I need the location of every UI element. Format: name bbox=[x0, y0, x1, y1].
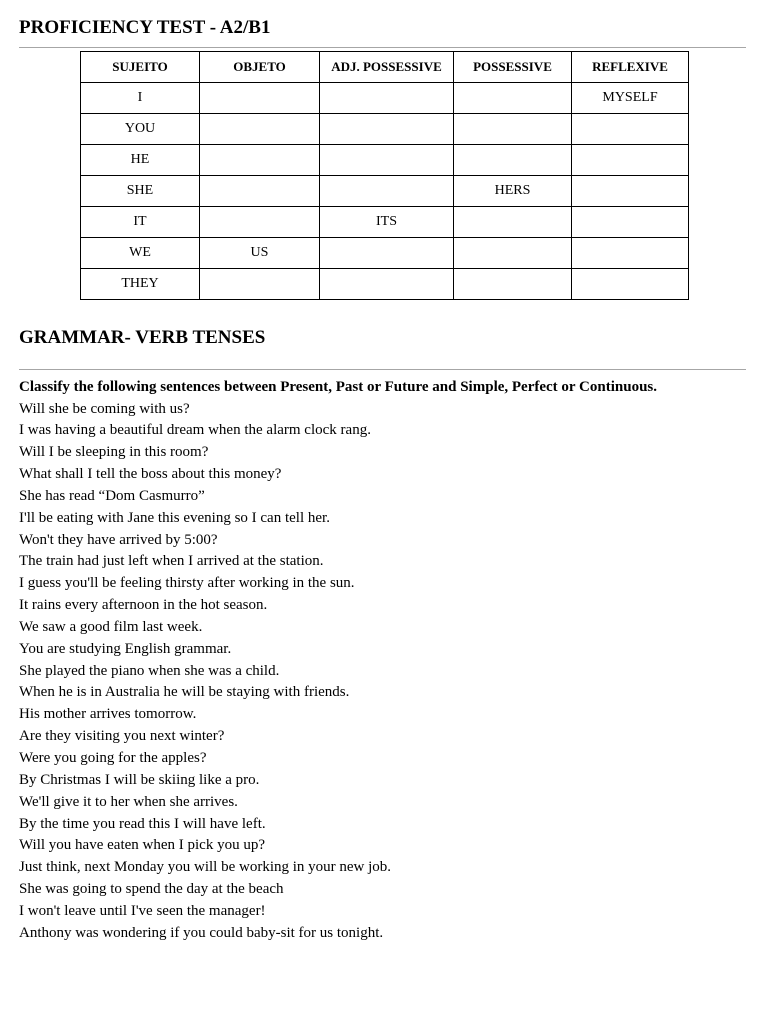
sentence-item: We saw a good film last week. bbox=[19, 618, 203, 635]
title-divider bbox=[19, 47, 746, 48]
sentence-item: It rains every afternoon in the hot season. bbox=[19, 597, 268, 614]
sentence-item: Are they visiting you next winter? bbox=[19, 728, 225, 745]
grammar-divider bbox=[19, 369, 746, 370]
pronoun-table-cell bbox=[320, 114, 454, 145]
sentence-item: We'll give it to her when she arrives. bbox=[19, 793, 238, 810]
pronoun-table-cell bbox=[200, 83, 320, 114]
pronoun-table-cell bbox=[320, 269, 454, 300]
pronoun-table-cell: HERS bbox=[454, 176, 572, 207]
pronoun-header-reflexive: REFLEXIVE bbox=[572, 52, 689, 83]
test-title: PROFICIENCY TEST - A2/B1 bbox=[19, 17, 271, 38]
pronoun-table-cell bbox=[200, 176, 320, 207]
sentence-item: She was going to spend the day at the beach bbox=[19, 881, 284, 898]
pronoun-table-row bbox=[81, 176, 689, 207]
pronoun-table-row bbox=[81, 269, 689, 300]
sentence-item: Will you have eaten when I pick you up? bbox=[19, 837, 265, 854]
grammar-title: GRAMMAR- VERB TENSES bbox=[19, 327, 266, 348]
pronoun-table-cell bbox=[200, 145, 320, 176]
sentence-item: Won't they have arrived by 5:00? bbox=[19, 531, 218, 548]
sentence-item: What shall I tell the boss about this money? bbox=[19, 466, 282, 483]
pronoun-header-possessive: POSSESSIVE bbox=[454, 52, 572, 83]
pronoun-table-cell bbox=[200, 114, 320, 145]
pronoun-table-cell: YOU bbox=[81, 114, 200, 145]
sentence-item: When he is in Australia he will be staying with friends. bbox=[19, 684, 350, 701]
sentence-item: Will I be sleeping in this room? bbox=[19, 444, 209, 461]
sentence-list bbox=[19, 399, 391, 945]
pronoun-table-cell bbox=[200, 207, 320, 238]
sentence-item: Just think, next Monday you will be working in your new job. bbox=[19, 859, 392, 876]
sentence-item: Will she be coming with us? bbox=[19, 400, 190, 417]
sentence-item: The train had just left when I arrived at the station. bbox=[19, 553, 324, 570]
pronoun-table-row bbox=[81, 207, 689, 238]
pronoun-table-row bbox=[81, 83, 689, 114]
pronoun-table-cell bbox=[572, 114, 689, 145]
pronoun-table-cell: I bbox=[81, 83, 200, 114]
sentence-item: I'll be eating with Jane this evening so I can tell her. bbox=[19, 509, 330, 526]
pronoun-table-cell bbox=[454, 269, 572, 300]
pronoun-table-row bbox=[81, 145, 689, 176]
sentence-item: Anthony was wondering if you could baby-sit for us tonight. bbox=[19, 924, 384, 941]
pronoun-table-cell bbox=[454, 207, 572, 238]
pronoun-table-cell: IT bbox=[81, 207, 200, 238]
pronoun-table-header-row bbox=[81, 52, 689, 83]
sentence-item: By Christmas I will be skiing like a pro. bbox=[19, 771, 260, 788]
pronoun-table-row bbox=[81, 114, 689, 145]
pronoun-table-cell bbox=[454, 83, 572, 114]
pronoun-table-cell bbox=[454, 114, 572, 145]
pronoun-header-sujeito: SUJEITO bbox=[81, 52, 200, 83]
sentence-item: You are studying English grammar. bbox=[19, 640, 232, 657]
pronoun-table-cell: US bbox=[200, 238, 320, 269]
pronoun-table-row bbox=[81, 238, 689, 269]
pronoun-table-cell bbox=[320, 145, 454, 176]
pronoun-table-cell bbox=[320, 176, 454, 207]
sentence-item: By the time you read this I will have left. bbox=[19, 815, 266, 832]
pronoun-header-adj-possessive: ADJ. POSSESSIVE bbox=[320, 52, 454, 83]
pronoun-header-objeto: OBJETO bbox=[200, 52, 320, 83]
pronoun-table-cell: ITS bbox=[320, 207, 454, 238]
sentence-item: I guess you'll be feeling thirsty after working in the sun. bbox=[19, 575, 355, 592]
pronoun-table-cell bbox=[572, 176, 689, 207]
pronoun-table-cell bbox=[572, 207, 689, 238]
exercise-instruction: Classify the following sentences between Present, Past or Future and Simple, Perfect or Continuous. bbox=[19, 379, 658, 395]
pronoun-table-cell: MYSELF bbox=[572, 83, 689, 114]
sentence-item: His mother arrives tomorrow. bbox=[19, 706, 197, 723]
sentence-item: I won't leave until I've seen the manager! bbox=[19, 902, 266, 919]
pronoun-table-cell: SHE bbox=[81, 176, 200, 207]
pronoun-table-cell bbox=[454, 238, 572, 269]
sentence-item: She played the piano when she was a child. bbox=[19, 662, 280, 679]
pronoun-table-cell bbox=[320, 83, 454, 114]
pronoun-table-cell bbox=[572, 238, 689, 269]
pronoun-table-cell bbox=[454, 145, 572, 176]
sentence-item: Were you going for the apples? bbox=[19, 750, 207, 766]
pronoun-table-cell: THEY bbox=[81, 269, 200, 300]
pronoun-table-cell bbox=[320, 238, 454, 269]
pronoun-table-cell: HE bbox=[81, 145, 200, 176]
pronoun-table-cell: WE bbox=[81, 238, 200, 269]
pronoun-table bbox=[80, 51, 689, 300]
pronoun-table-cell bbox=[572, 145, 689, 176]
pronoun-table-cell bbox=[572, 269, 689, 300]
sentence-item: She has read “Dom Casmurro” bbox=[19, 487, 205, 504]
pronoun-table-cell bbox=[200, 269, 320, 300]
pronoun-table-body bbox=[81, 83, 689, 300]
sentence-item: I was having a beautiful dream when the alarm clock rang. bbox=[19, 422, 371, 439]
